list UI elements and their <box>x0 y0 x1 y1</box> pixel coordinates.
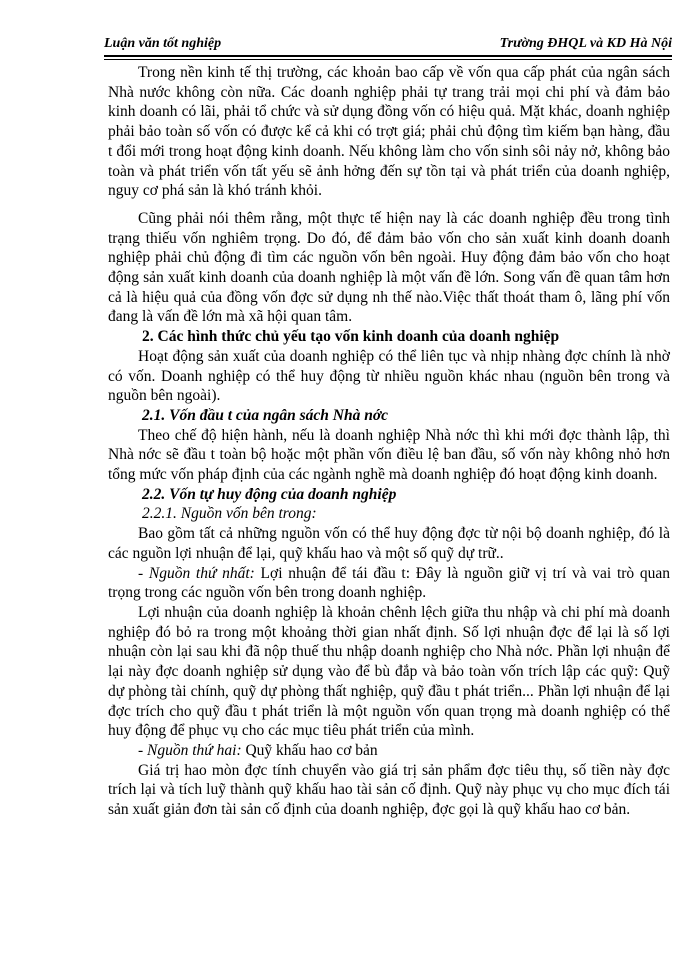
paragraph: Bao gồm tất cả những nguồn vốn có thể huy động đợc từ nội bộ doanh nghiệp, đó là các nguồn lợi nhuận để lại, quỹ khấu hao và một số quỹ dự trữ.. <box>108 525 670 562</box>
source-text: Lợi nhuận để tái đầu t: Đây là nguồn giữ vị trí và vai trò quan trọng trong các nguồn vốn bên trong doanh nghiệp. <box>108 564 670 602</box>
source-label: - Nguồn thứ hai: <box>138 741 242 759</box>
document-body <box>108 63 670 820</box>
header-rule-thick <box>104 55 672 57</box>
paragraph: Giá trị hao mòn đợc tính chuyển vào giá trị sản phẩm đợc tiêu thụ, số tiền này đợc trích lại và tích luỹ thành quỹ khấu hao tài sản cố định. Quỹ này phục vụ cho mục đích tái sản xuất giản đơn tài sản cố định của doanh nghiệp, đợc gọi là quỹ khấu hao cơ bản. <box>108 761 670 819</box>
paragraph: Cũng phải nói thêm rằng, một thực tế hiện nay là các doanh nghiệp đều trong tình trạng thiếu vốn nghiêm trọng. Do đó, để đảm bảo vốn cho sản xuất kinh doanh doanh nghiệp phải chủ động đi tìm các nguồn vốn bên ngoài. Huy động đảm bảo vốn cho hoạt động sản xuất kinh doanh của doanh nghiệp là một vấn đề lớn. Song vấn đề quan tâm hơn cả là hiệu quả của đồng vốn đợc sử dụng nh thế nào.Việc thất thoát tham ô, lãng phí vốn đang là vấn đề lớn mà xã hội quan tâm. <box>108 209 670 326</box>
subsection-heading: 2.1. Vốn đầu t của ngân sách Nhà nớc <box>142 406 389 424</box>
subsubsection-heading: 2.2.1. Nguồn vốn bên trong: <box>142 505 317 523</box>
header-university-label: Trường ĐHQL và KD Hà Nội <box>499 36 672 51</box>
paragraph: Lợi nhuận của doanh nghiệp là khoản chênh lệch giữa thu nhập và chi phí mà doanh nghiệp đó bỏ ra trong một khoảng thời gian nhất định. Số lợi nhuận đợc để lại là số lợi nhuận còn lại sau khi đã nộp thuế thu nhập doanh nghiệp cho Nhà nớc. Phần lợi nhuận để lại này đợc doanh nghiệp sử dụng vào để bù đắp và bảo toàn vốn trích lập các quỹ: Quỹ dự phòng tài chính, quỹ dự phòng thất nghiệp, quỹ đầu t phát triển... Phần lợi nhuận để lại đợc trích cho quỹ đầu t phát triển là một nguồn vốn quan trọng mà doanh nghiệp có thể huy động để phục vụ cho các mục tiêu phát triển của mình. <box>108 603 670 740</box>
subsection-heading: 2.2. Vốn tự huy động của doanh nghiệp <box>142 485 397 503</box>
paragraph: Hoạt động sản xuất của doanh nghiệp có thể liên tục và nhịp nhàng đợc chính là nhờ có vốn. Doanh nghiệp có thể huy động từ nhiều nguồn khác nhau (nguồn bên trong và nguồn bên ngoài). <box>108 347 670 405</box>
paragraph <box>108 741 670 761</box>
paragraph: Theo chế độ hiện hành, nếu là doanh nghiệp Nhà nớc thì khi mới đợc thành lập, thì Nhà nớc sẽ đầu t toàn bộ hoặc một phần vốn điều lệ ban đầu, số vốn này không nhỏ hơn tổng mức vốn pháp định của các ngành nghề mà doanh nghiệp đó hoạt động kinh doanh. <box>108 426 670 484</box>
paragraph: Trong nền kinh tế thị trường, các khoản bao cấp về vốn qua cấp phát của ngân sách Nhà nước không còn nữa. Các doanh nghiệp phải tự trang trải mọi chi phí và đảm bảo kinh doanh có lãi, phải tổ chức và sử dụng đồng vốn có hiệu quả. Mặt khác, doanh nghiệp phải bảo toàn số vốn có được kể cả khi có trợt giá; phải chủ động tìm kiếm bạn hàng, đầu t đổi mới trong hoạt động kinh doanh. Nếu không làm cho vốn sinh sôi nảy nở, không bảo toàn và phát triển vốn tất yếu sẽ ảnh hởng đến sự tồn tại và phát triển của doanh nghiệp, nguy cơ phá sản là khó tránh khỏi. <box>108 64 670 200</box>
paragraph <box>108 564 670 603</box>
source-label: - Nguồn thứ nhất: <box>138 564 255 582</box>
section-heading: 2. Các hình thức chủ yếu tạo vốn kinh doanh của doanh nghiệp <box>142 328 560 346</box>
header-thesis-label: Luận văn tốt nghiệp <box>104 36 222 51</box>
header-rule-thin <box>104 59 672 60</box>
source-text: Quỹ khấu hao cơ bản <box>241 741 378 759</box>
page-header <box>104 36 672 56</box>
